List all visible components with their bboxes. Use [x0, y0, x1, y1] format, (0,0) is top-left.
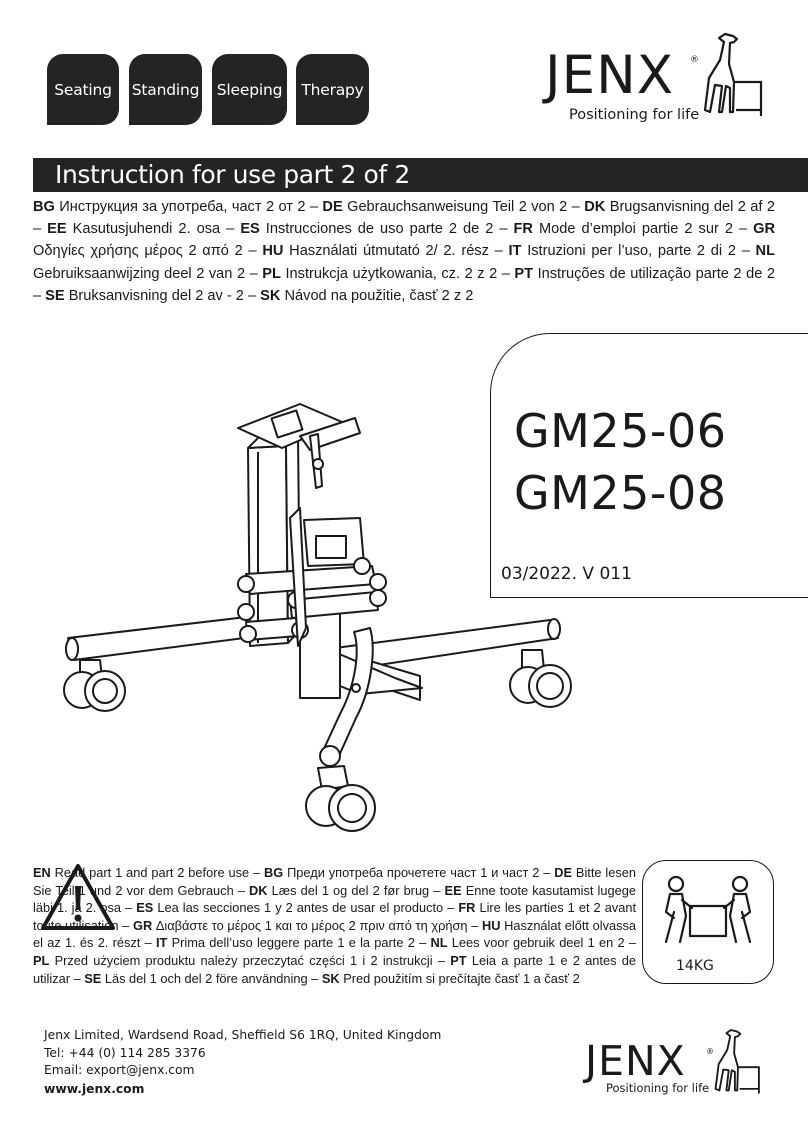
model-number-2: GM25-08: [514, 466, 727, 520]
warn-text: Pred použitím si prečítajte časť 1 a časť 2: [339, 970, 580, 986]
warn-text: Lire les parties 1 et 2 avant toute utilisation: [33, 900, 636, 933]
document-title: Instruction for use part 2 of 2: [55, 160, 410, 189]
model-number-1: GM25-06: [514, 404, 727, 458]
warn-text: Lees voor gebruik deel 1 en 2: [447, 935, 625, 951]
lang-code: DK: [584, 199, 606, 215]
footer-web: www.jenx.com: [44, 1082, 145, 1096]
lang-code: NL: [755, 243, 776, 260]
lang-code: GR: [753, 221, 775, 238]
warn-code: DK: [249, 882, 268, 898]
lang-text: Инструкция за употреба, част 2 от 2: [54, 199, 306, 215]
tab-sleeping: Sleeping: [212, 54, 287, 125]
tab-seating: Seating: [47, 54, 119, 125]
lang-text: Mode d’emploi partie 2 sur 2: [532, 221, 733, 238]
footer-email: Email: export@jenx.com: [44, 1063, 195, 1077]
footer-address: Jenx Limited, Wardsend Road, Sheffield S6 1RQ, United Kingdom: [44, 1028, 442, 1042]
weight-label: 14KG: [676, 958, 714, 974]
warn-code: PL: [33, 952, 50, 968]
footer-giraffe-logo-icon: [714, 1026, 762, 1096]
lang-code: DE: [322, 199, 343, 215]
warn-code: BG: [264, 865, 284, 880]
warn-code: EN: [33, 865, 51, 880]
warn-text: Használat előtt olvassa el az 1. és 2. részt: [33, 917, 637, 951]
product-illustration: [60, 388, 590, 848]
warn-text: Przed użyciem produktu należy przeczytać części 1 i 2 instrukcji: [49, 952, 433, 968]
lang-text: Gebruiksaanwijzing deel 2 van 2: [33, 265, 246, 282]
lang-code: PT: [514, 265, 534, 282]
lang-text: Használati útmutató 2/ 2. rész: [283, 243, 489, 260]
warn-code: GR: [132, 917, 153, 933]
logo-tagline: Positioning for life: [569, 107, 700, 123]
footer-logo-word: JENX: [585, 1037, 686, 1085]
lang-code: PL: [262, 265, 281, 282]
lang-text: Brugsanvisning del 2 af 2: [605, 199, 775, 215]
lang-code: EE: [47, 221, 67, 238]
two-person-lift-icon: [656, 872, 760, 954]
giraffe-logo-icon: [703, 30, 765, 118]
lang-code: FR: [513, 221, 533, 238]
warn-code: SK: [321, 970, 340, 986]
footer-tel: Tel: +44 (0) 114 285 3376: [44, 1046, 206, 1060]
tab-standing: Standing: [129, 54, 202, 125]
lang-text: Kasutusjuhendi 2. osa: [66, 221, 221, 238]
lang-text: Gebrauchsanweisung Teil 2 von 2: [342, 199, 568, 215]
lang-text: Instrukcja użytkowania, cz. 2 z 2: [280, 265, 498, 282]
warn-text: Διαβάστε το μέρος 1 και το μέρος 2 πριν από τη χρήση: [152, 917, 468, 933]
warn-code: ES: [136, 900, 154, 916]
lang-text: Bruksanvisning del 2 av - 2: [64, 287, 244, 304]
version-label: 03/2022. V 011: [501, 564, 632, 584]
warn-code: EE: [444, 882, 462, 898]
warn-text: Läs del 1 och del 2 före användning: [101, 970, 308, 986]
warn-text: Prima dell’uso leggere parte 1 e la parte 2: [167, 935, 415, 951]
warn-text: Lea las secciones 1 y 2 antes de usar el producto: [153, 900, 444, 916]
warn-text: Bitte lesen Sie Teil 1 und 2 vor dem Gebrauch: [33, 865, 637, 898]
lang-text: Návod na použitie, časť 2 z 2: [280, 287, 474, 304]
lang-text: Istruzioni per l’uso, parte 2 di 2: [521, 243, 736, 260]
warning-text: EN Read part 1 and part 2 before use – BG Преди употреба прочетете част 1 и част 2 – DE Bitte lesen Sie Teil 1 und 2 vor dem Gebrauch – DK Læs del 1 og del 2 før brug – EE Enne toote kasutamist lugege läbi 1. ja 2. osa – ES Lea las secciones 1 y 2 antes de usar el producto – FR Lire les parties 1 et 2 avant toute utilisation – GR Διαβάστε το μέρος 1 και το μέρος 2 πριν από τη χρήση – HU Használat előtt olvassa el az 1. és 2. részt – IT Prima dell’uso leggere parte 1 e la parte 2 – NL Lees voor gebruik deel 1 en 2 – PL Przed użyciem produktu należy przeczytać części 1 i 2 instrukcji – PT Leia a parte 1 e 2 antes de utilizar – SE Läs del 1 och del 2 före användning – SK Pred použitím si prečítajte časť 1 a časť 2: [33, 865, 637, 986]
lang-text: Instruções de utilização parte 2 de 2: [533, 265, 775, 282]
logo-word: JENX: [545, 45, 675, 106]
lang-code: SK: [260, 287, 281, 304]
lang-text: Instrucciones de uso parte 2 de 2: [259, 221, 494, 238]
lang-code: BG: [33, 199, 55, 215]
tab-therapy: Therapy: [296, 54, 369, 125]
lang-code: IT: [508, 243, 522, 260]
warn-code: FR: [458, 900, 476, 916]
lang-text: Οδηγίες χρήσης μέρος 2 από 2: [33, 243, 243, 260]
warn-code: SE: [84, 970, 102, 986]
warn-code: NL: [430, 935, 448, 951]
warn-text: Read part 1 and part 2 before use: [50, 865, 250, 880]
warn-code: DE: [554, 865, 573, 880]
warn-code: HU: [482, 917, 501, 933]
warn-text: Læs del 1 og del 2 før brug: [267, 882, 430, 898]
warn-text: Enne toote kasutamist lugege läbi 1. ja 2. osa: [33, 882, 636, 916]
footer-logo-tagline: Positioning for life: [606, 1081, 710, 1095]
title-translations: BG Инструкция за употреба, част 2 от 2 – DE Gebrauchsanweisung Teil 2 von 2 – DK Brugsanvisning del 2 af 2 – EE Kasutusjuhendi 2. osa – ES Instrucciones de uso parte 2 de 2 – FR Mode d’emploi partie 2 sur 2 – GR Οδηγίες χρήσης μέρος 2 από 2 – HU Használati útmutató 2/ 2. rész – IT Istruzioni per l’uso, parte 2 di 2 – NL Gebruiksaanwijzing deel 2 van 2 – PL Instrukcja użytkowania, cz. 2 z 2 – PT Instruções de utilização parte 2 de 2 – SE Bruksanvisning del 2 av - 2 – SK Návod na použitie, časť 2 z 2: [33, 199, 776, 304]
warn-code: PT: [450, 952, 467, 968]
lang-code: SE: [45, 287, 65, 304]
warn-code: IT: [156, 935, 168, 951]
warn-text: Leia a parte 1 e 2 antes de utilizar: [33, 952, 636, 986]
lang-code: HU: [262, 243, 284, 260]
footer-logo-registered: ®: [706, 1047, 714, 1056]
logo-registered: ®: [690, 55, 699, 65]
lang-code: ES: [240, 221, 260, 238]
warn-text: Преди употреба прочетете част 1 и част 2: [283, 865, 540, 880]
